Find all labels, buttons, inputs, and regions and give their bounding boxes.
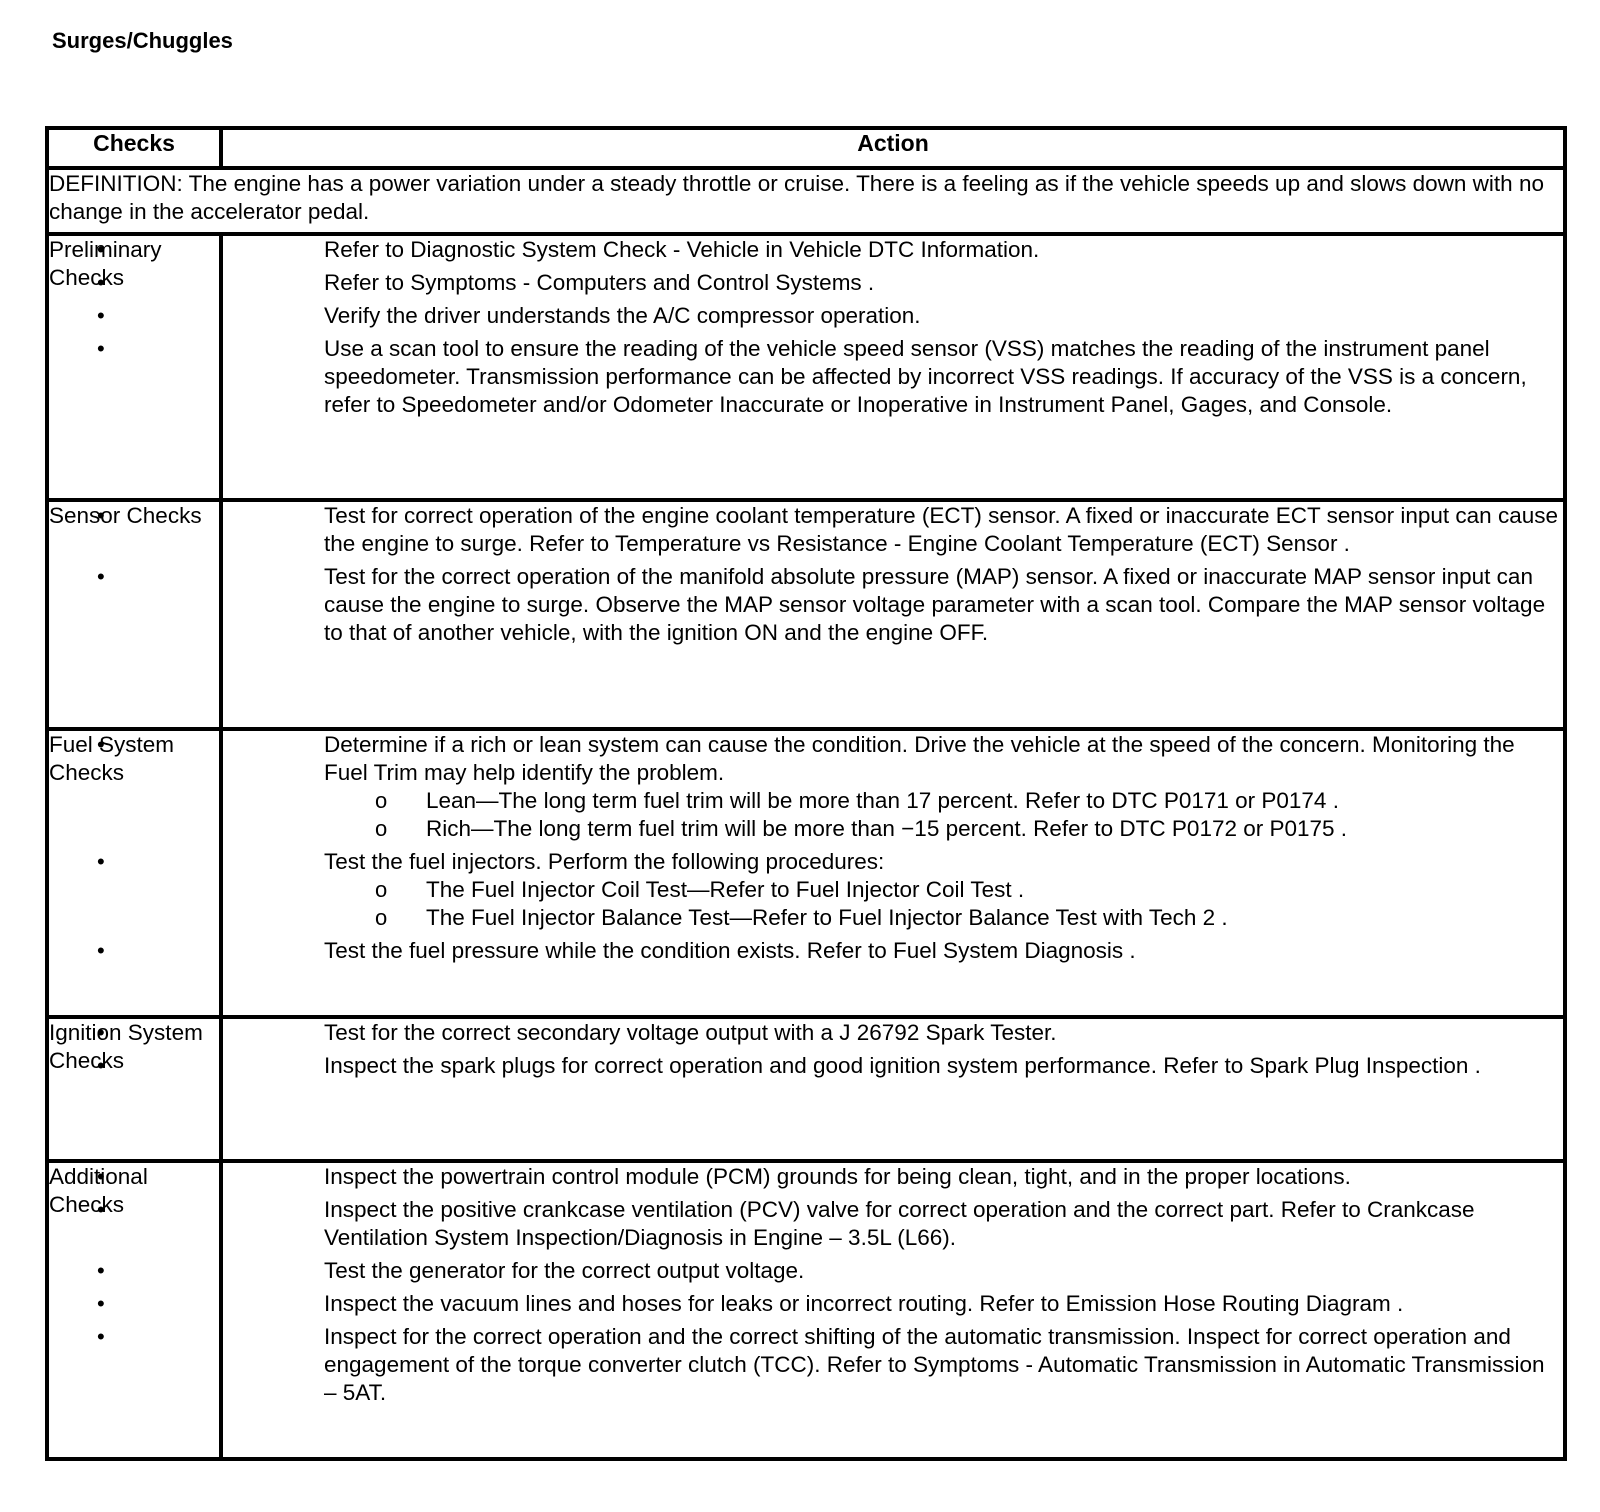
bullet-text: Test the fuel pressure while the condition exists. Refer to Fuel System Diagnosis . xyxy=(324,938,1136,963)
table-row xyxy=(47,500,1565,729)
sub-list xyxy=(324,787,1563,843)
table-row xyxy=(47,729,1565,1017)
action-bullet xyxy=(40,1196,1563,1252)
action-bullet xyxy=(40,1257,1563,1285)
header-row xyxy=(47,128,1565,168)
action-bullet xyxy=(40,1052,1563,1080)
bullet-text: Determine if a rich or lean system can cause the condition. Drive the vehicle at the speed of the concern. Monitoring the Fuel Trim may help identify the problem. xyxy=(324,732,1515,785)
bullet-text: Verify the driver understands the A/C compressor operation. xyxy=(324,303,921,328)
action-cell xyxy=(221,1161,1565,1459)
table-row xyxy=(47,1161,1565,1459)
action-bullet xyxy=(40,236,1563,264)
bullet-text: Inspect for the correct operation and the correct shifting of the automatic transmission. Inspect for correct operation and engagement of the torque converter clutch (TCC). Refer to Symptoms - Automatic Transmission in Automatic Transmission – 5AT. xyxy=(324,1324,1545,1405)
sub-list xyxy=(324,876,1563,932)
bullet-text: Inspect the positive crankcase ventilation (PCV) valve for correct operation and the correct part. Refer to Crankcase Ventilation System Inspection/Diagnosis in Engine – 3.5L (L66). xyxy=(324,1197,1475,1250)
action-header: Action xyxy=(221,128,1565,168)
action-bullet xyxy=(40,731,1563,843)
definition-row xyxy=(47,168,1565,234)
table-row xyxy=(47,234,1565,500)
action-cell xyxy=(221,234,1565,500)
action-bullet xyxy=(40,848,1563,932)
bullet-text: Test for correct operation of the engine coolant temperature (ECT) sensor. A fixed or inaccurate ECT sensor input can cause the engine to surge. Refer to Temperature vs Resistance - Engine Coolant Temperature (ECT) Sensor . xyxy=(324,503,1558,556)
table-row xyxy=(47,1017,1565,1161)
bullet-text: Test the generator for the correct output voltage. xyxy=(324,1258,805,1283)
action-bullet xyxy=(40,335,1563,419)
checks-header: Checks xyxy=(47,128,221,168)
check-label: Ignition System Checks xyxy=(47,1017,221,1161)
action-bullet xyxy=(40,302,1563,330)
bullet-text: Refer to Symptoms - Computers and Control Systems . xyxy=(324,270,875,295)
sub-bullet: o Lean—The long term fuel trim will be more than 17 percent. Refer to DTC P0171 or P0174 . xyxy=(324,787,1563,815)
check-label: Sensor Checks xyxy=(47,500,221,729)
bullet-text: Test the fuel injectors. Perform the following procedures: xyxy=(324,849,885,874)
action-bullet xyxy=(40,1163,1563,1191)
diagnostic-table xyxy=(45,126,1567,1461)
page-title: Surges/Chuggles xyxy=(52,28,233,53)
bullet-text: Inspect the powertrain control module (PCM) grounds for being clean, tight, and in the proper locations. xyxy=(324,1164,1351,1189)
bullet-text: Use a scan tool to ensure the reading of the vehicle speed sensor (VSS) matches the reading of the instrument panel speedometer. Transmission performance can be affected by incorrect VSS readings. If accuracy of the VSS is a concern, refer to Speedometer and/or Odometer Inaccurate or Inoperative in Instrument Panel, Gages, and Console. xyxy=(324,336,1527,417)
action-cell xyxy=(221,729,1565,1017)
bullet-text: Test for the correct secondary voltage output with a J 26792 Spark Tester. xyxy=(324,1020,1057,1045)
bullet-text: Test for the correct operation of the manifold absolute pressure (MAP) sensor. A fixed or inaccurate MAP sensor input can cause the engine to surge. Observe the MAP sensor voltage parameter with a scan tool. Compare the MAP sensor voltage to that of another vehicle, with the ignition ON and the engine OFF. xyxy=(324,564,1546,645)
bullet-text: Inspect the spark plugs for correct operation and good ignition system performance. Refer to Spark Plug Inspection . xyxy=(324,1053,1481,1078)
bullet-text: Inspect the vacuum lines and hoses for leaks or incorrect routing. Refer to Emission Hose Routing Diagram . xyxy=(324,1291,1404,1316)
definition-text: DEFINITION: The engine has a power variation under a steady throttle or cruise. There is a feeling as if the vehicle speeds up and slows down with no change in the accelerator pedal. xyxy=(47,168,1565,234)
action-bullet xyxy=(40,1019,1563,1047)
action-bullet xyxy=(40,269,1563,297)
sub-bullet: o The Fuel Injector Balance Test—Refer to Fuel Injector Balance Test with Tech 2 . xyxy=(324,904,1563,932)
sub-bullet: o Rich—The long term fuel trim will be more than −15 percent. Refer to DTC P0172 or P0175 . xyxy=(324,815,1563,843)
check-label: Fuel System Checks xyxy=(47,729,221,1017)
action-bullet xyxy=(40,502,1563,558)
action-bullet xyxy=(40,937,1563,965)
action-cell xyxy=(221,500,1565,729)
action-bullet xyxy=(40,563,1563,647)
bullet-text: Refer to Diagnostic System Check - Vehicle in Vehicle DTC Information. xyxy=(324,237,1040,262)
check-label: Additional Checks xyxy=(47,1161,221,1459)
action-bullet xyxy=(40,1290,1563,1318)
check-label: Preliminary Checks xyxy=(47,234,221,500)
action-cell xyxy=(221,1017,1565,1161)
action-bullet xyxy=(40,1323,1563,1407)
sub-bullet: o The Fuel Injector Coil Test—Refer to Fuel Injector Coil Test . xyxy=(324,876,1563,904)
